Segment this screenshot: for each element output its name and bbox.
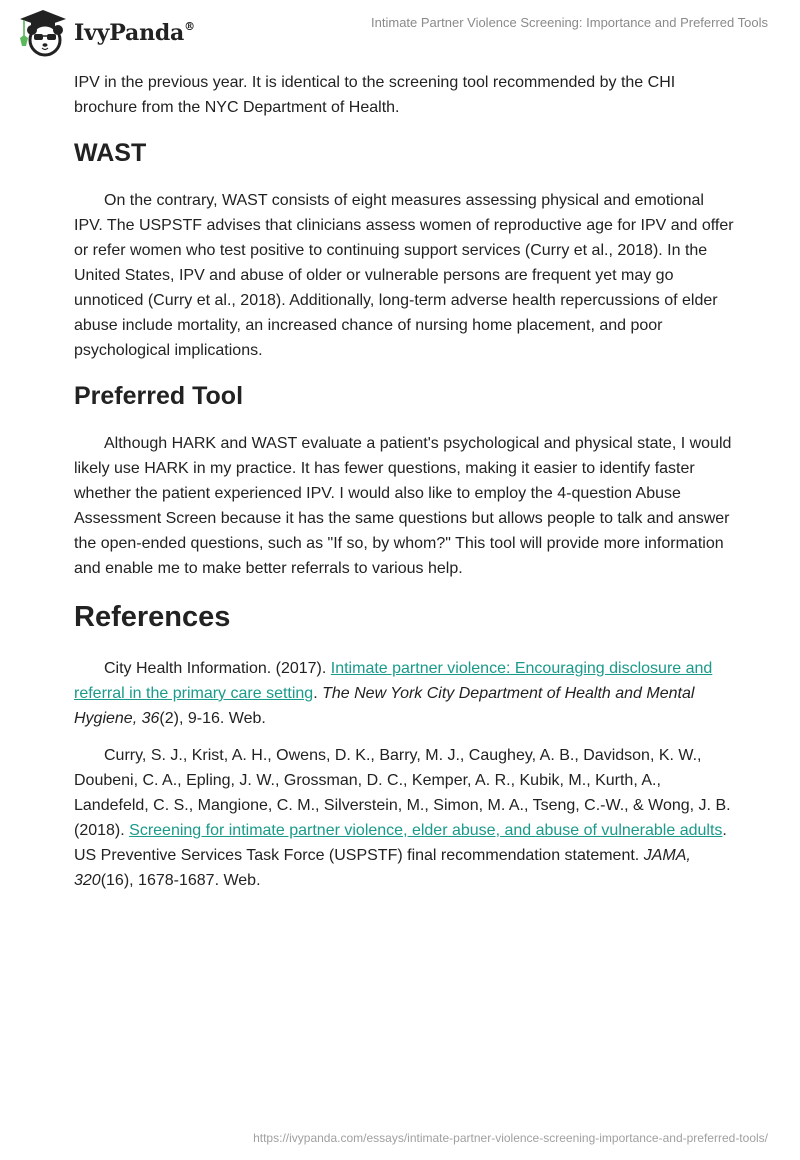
section-heading-wast: WAST (74, 139, 147, 167)
journal-title: JAMA, 320 (74, 847, 691, 889)
references-heading: References (74, 601, 231, 633)
wast-paragraph: On the contrary, WAST consists of eight measures assessing physical and emotional IPV. The USPSTF advises that clinicians assess women of reproductive age for IPV and offer or refer women who test positive to continuing support services (Curry et al., 2018). In the United States, IPV and abuse of older or vulnerable persons are frequent yet may go unnoticed (Curry et al., 2018). Additionally, long-term adverse health repercussions of elder abuse include mortality, an increased chance of nursing home placement, and poor psychological implications. (74, 192, 734, 359)
reference-item: City Health Information. (2017). Intimate partner violence: Encouraging disclosure and referral in the primary care setting. The New York City Department of Health and Mental Hygiene, 36(2), 9-16. Web. (74, 660, 713, 727)
ivypanda-logo[interactable] (16, 8, 195, 58)
intro-paragraph: IPV in the previous year. It is identical to the screening tool recommended by the CHI brochure from the NYC Department of Health. (74, 74, 676, 116)
reference-item: Curry, S. J., Krist, A. H., Owens, D. K., Barry, M. J., Caughey, A. B., Davidson, K. W., Doubeni, C. A., Epling, J. W., Grossman, D. C., Kemper, A. R., Kubik, M., Kurth, A., Landefeld, C. S., Mangione, C. M., Silverstein, M., Simon, M. A., Tseng, C.-W., & Wong, J. B. (2018). Screening for intimate partner violence, elder abuse, and abuse of vulnerable adults. US Preventive Services Task Force (USPSTF) final recommendation statement. JAMA, 320(16), 1678-1687. Web. (74, 747, 731, 889)
running-title: Intimate Partner Violence Screening: Importance and Preferred Tools (371, 15, 768, 30)
page-header (0, 0, 800, 62)
page-url-footer: https://ivypanda.com/essays/intimate-partner-violence-screening-importance-and-preferred-tools/ (253, 1131, 768, 1145)
panda-graduate-icon (16, 8, 70, 58)
journal-title: The New York City Department of Health and Mental Hygiene, 36 (74, 685, 695, 727)
logo-wordmark: IvyPanda® (74, 19, 195, 46)
preferred-tool-paragraph: Although HARK and WAST evaluate a patient's psychological and physical state, I would likely use HARK in my practice. It has fewer questions, making it easier to identify faster whether the patient experienced IPV. I would also like to employ the 4-question Abuse Assessment Screen because it has the same questions but allows people to talk and answer the open-ended questions, such as "If so, by whom?" This tool will provide more information and enable me to make better referrals to various help. (74, 435, 732, 577)
reference-link[interactable]: Screening for intimate partner violence, elder abuse, and abuse of vulnerable adults (129, 822, 723, 839)
essay-content (74, 70, 734, 893)
section-heading-preferred-tool: Preferred Tool (74, 382, 244, 410)
reference-link[interactable]: Intimate partner violence: Encouraging disclosure and referral in the primary care setting (74, 660, 713, 702)
